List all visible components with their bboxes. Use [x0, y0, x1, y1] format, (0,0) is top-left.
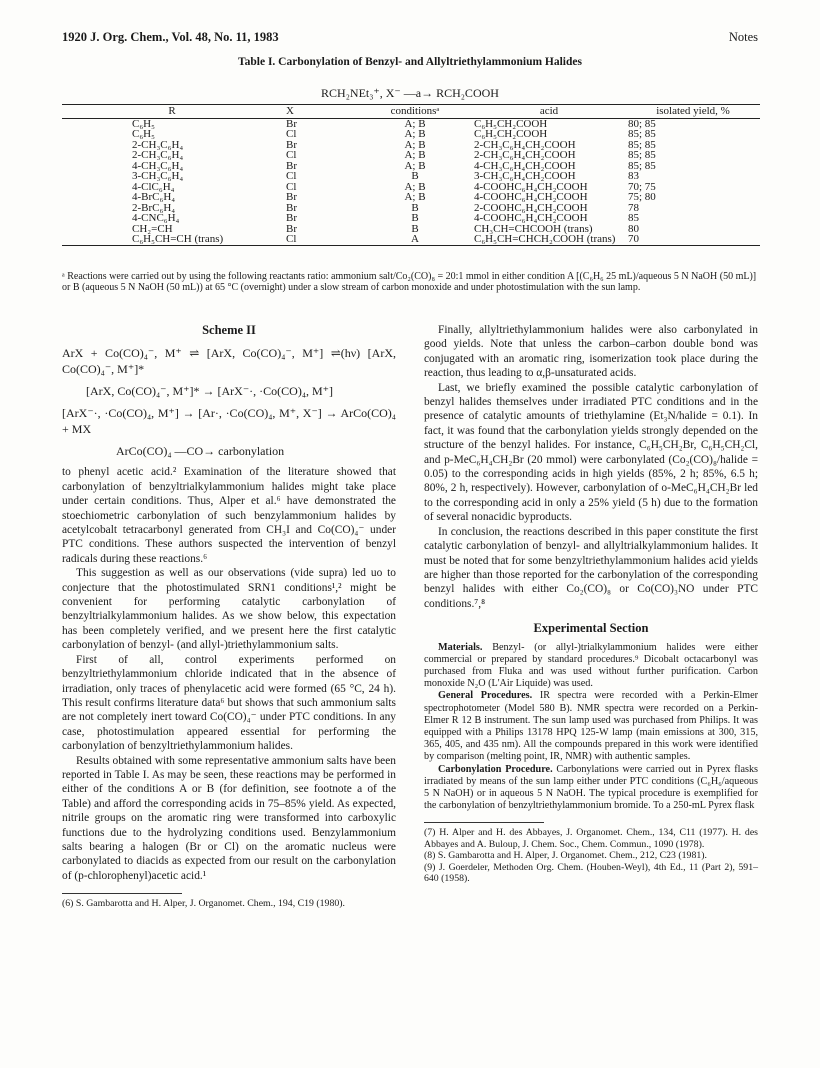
cell-yield: 70 [626, 234, 760, 245]
cell-acid: 3-CH₃C₆H₄CH₂COOH [474, 170, 576, 182]
col-header-x: X [284, 105, 358, 119]
cell-conditions: A; B [404, 117, 426, 130]
footnote-rule [62, 893, 182, 894]
footnote: (9) J. Goerdeler, Methoden Org. Chem. (Houben-Weyl), 4th Ed., 11 (Part 2), 591–640 (1958). [424, 861, 758, 884]
running-header [62, 30, 758, 45]
exp-paragraph [424, 642, 758, 691]
cell-yield: 85 [628, 212, 639, 224]
exp-head: Materials. [438, 641, 483, 653]
cell-acid: 4-CH₃C₆H₄CH₂COOH [474, 159, 576, 172]
cell-r: CH₂=CH [132, 222, 173, 235]
cell-r: 4-BrC₆H₄ [132, 191, 176, 203]
cell-acid: 4-COOHC₆H₄CH₂COOH [474, 191, 588, 203]
table-row [62, 129, 760, 140]
cell-x: Br [286, 222, 297, 235]
table-footnote: ᵃ Reactions were carried out by using the following reactants ratio: ammonium salt/Co₂(CO)₈ = 20:1 mmol in either condition A [(C₆H₆ 25 mL)/aqueous 5 N NaOH (50 mL)] or B (aqueous 5 N NaOH (50 mL)) at 65 °C (overnight) under a slow stream of carbon monoxide and under photostimulation with the sun lamp. [62, 271, 757, 293]
exp-text: Carbonylations were carried out in Pyrex flasks irradiated by means of the sun lamp either under PTC conditions (C₆H₆/aqueous 5 N NaOH) or in aqueous 5 N NaOH. The typical procedure is exemplified for the carbonylation of benzyltriethylammonium bromide. To a 250-mL Pyrex flask [424, 763, 758, 812]
cell-acid: 4-COOHC₆H₄CH₂COOH [474, 212, 588, 224]
table-row [62, 192, 760, 203]
cell-conditions: B [411, 201, 419, 214]
cell-acid: C₆H₅CH₂COOH [474, 117, 548, 130]
exp-text: Benzyl- (or allyl-)trialkylammonium halides were either commercial or prepared by standard procedures.⁹ Dicobalt octacarbonyl was purchased from Fluka and was used without further purification. Carbon monoxide N₂O (L'Air Liquide) was used. [424, 641, 758, 690]
cell-conditions: A; B [404, 180, 426, 193]
paragraph: First of all, control experiments performed on benzyltriethylammonium chloride indicated that in the absence of irradiation, only traces of phenylacetic acid were formed (65 °C, 24 h). This result confirms literature data⁶ but shows that such ammonium salts are not completely inert toward Co(CO)₄⁻ under PTC conditions. In any case, photostimulation appeared essential for performing the carbonylation of benzyltriethylammonium halides. [62, 653, 396, 753]
cell-r: 4-ClC₆H₄ [132, 180, 175, 193]
cell-yield: 85; 85 [628, 138, 656, 151]
cell-conditions: B [411, 222, 419, 235]
right-column [424, 323, 758, 884]
cell-conditions: B [411, 212, 419, 224]
cell-x: Br [286, 117, 297, 130]
cell-acid: 2-CH₃C₆H₄CH₂COOH [474, 149, 576, 161]
header-section: Notes [728, 30, 758, 44]
exp-paragraph [424, 690, 758, 763]
cell-acid: C₆H₅CH₂COOH [474, 128, 548, 140]
cell-acid: 2-COOHC₆H₄CH₂COOH [474, 201, 588, 214]
cell-r: 2-BrC₆H₄ [132, 201, 176, 214]
cell-x: Br [286, 159, 297, 172]
table-row [62, 150, 760, 161]
paragraph: Finally, allyltriethylammonium halides were also carbonylated in good yields. Note that unless the carbon–carbon double bond was conjugated with an aromatic ring, isomerization took place during the reaction, thus leading to α,β-unsaturated acids. [424, 324, 758, 380]
cell-r: C₆H₅ [132, 117, 155, 130]
exp-head: General Procedures. [438, 690, 533, 702]
cell-conditions: A; B [404, 138, 426, 151]
cell-acid: 2-CH₃C₆H₄CH₂COOH [474, 138, 576, 151]
cell-yield: 85; 85 [628, 159, 656, 172]
col-header-acid: acid [472, 105, 626, 119]
col-header-yield: isolated yield, % [626, 105, 760, 119]
cell-conditions: A; B [404, 128, 426, 140]
cell-x: Br [286, 138, 297, 151]
cell-acid: 4-COOHC₆H₄CH₂COOH [474, 180, 588, 193]
cell-conditions: A; B [404, 149, 426, 161]
table-equation: RCH₂NEt₃⁺, X⁻ —a→ RCH₂COOH [321, 86, 499, 100]
scheme-equations [62, 345, 396, 459]
table-title: Table I. Carbonylation of Benzyl- and Allyltriethylammonium Halides [238, 56, 582, 68]
cell-acid: CH₃CH=CHCOOH (trans) [474, 222, 593, 235]
results-table [62, 104, 760, 246]
cell-r: 4-CH₃C₆H₄ [132, 159, 184, 172]
scheme-line: [ArX, Co(CO)₄⁻, M⁺]* → [ArX⁻·, ·Co(CO)₄, M⁺] [86, 384, 334, 399]
section-title: Experimental Section [533, 621, 649, 636]
cell-r: 2-CH₃C₆H₄ [132, 149, 184, 161]
cell-r: C₆H₅ [132, 128, 155, 140]
header-citation: 1920 J. Org. Chem., Vol. 48, No. 11, 1983 [62, 30, 279, 44]
cell-x: Br [286, 191, 297, 203]
paragraph: Last, we briefly examined the possible catalytic carbonylation of benzyl halides themselves under irradiated PTC conditions and in the presence of catalytic amounts of triethylamine (Et₃N/halide = 0.1). In fact, it was found that the carbonylation yields strongly depended on the structure of the benzyl halides. For instance, C₆H₅CH₂Br, C₆H₅CH₂Cl, and p-MeC₆H₄CH₂Br (20 mmol) were carbonylated (Co₂(CO)₈/halide = 0.05) to the corresponding acids in high yields (85%, 2 h; 85%, 6.5 h; 80%, 2 h, respectively). However, carbonylation of o-MeC₆H₄CH₂Br led to the corresponding acid in only a 25% yield (5 h) due to the formation of several nonacidic byproducts. [424, 381, 758, 524]
footnote-rule [424, 822, 544, 823]
scheme-line: [ArX⁻·, ·Co(CO)₄, M⁺] → [Ar·, ·Co(CO)₄, M⁺, X⁻] → ArCo(CO)₄ + MX [62, 406, 396, 437]
cell-acid: C₆H₅CH=CHCH₂COOH (trans) [472, 234, 626, 245]
cell-r: C₆H₅CH=CH (trans) [62, 234, 284, 245]
cell-x: Cl [286, 170, 297, 182]
cell-conditions: A; B [404, 191, 426, 203]
cell-x: Cl [284, 234, 358, 245]
cell-yield: 85; 85 [628, 149, 656, 161]
paragraph: Results obtained with some representative ammonium salts have been reported in Table I. As may be seen, these reactions may be performed in either of the conditions A or B (for definition, see footnote a of the Table) and afford the corresponding acids in 75–85% yield. As expected, nitrile groups on the aromatic ring were transformed into carboxylic functions due to the hydrolyzing conditions used. Benzylammonium salts bearing a halogen (Br or Cl) on the aromatic nucleus were carbonylated to diacids as expected from our result on the carbonylation of (p-chlorophenyl)acetic acid.¹ [62, 754, 396, 882]
scheme-line: ArCo(CO)₄ —CO→ carbonylation [116, 444, 285, 459]
cell-x: Br [286, 212, 297, 224]
paragraph: to phenyl acetic acid.² Examination of the literature showed that carbonylation of benzyltrialkylammonium halides might take place under certain conditions. Thus, Alper et al.⁶ have demonstrated the stoechiometric carbonylation of such benzylammonium halides by acetylcobalt tetracarbonyl generated from CH₃I and Co(CO)₄⁻ under PTC conditions. These authors suspected the intervention of benzyl radicals during these reactions.⁶ [62, 466, 396, 565]
cell-yield: 75; 80 [628, 191, 656, 203]
scheme-title: Scheme II [202, 323, 256, 337]
left-column [62, 323, 396, 910]
cell-conditions: B [411, 170, 419, 182]
table-row [62, 171, 760, 182]
exp-head: Carbonylation Procedure. [438, 763, 553, 775]
footnote: (7) H. Alper and H. des Abbayes, J. Organomet. Chem., 134, C11 (1977). H. des Abbayes and A. Buloup, J. Chem. Soc., Chem. Commun., 1090 (1978). [424, 827, 758, 850]
cell-yield: 85; 85 [628, 128, 656, 140]
cell-yield: 80 [628, 222, 639, 235]
table-row [62, 234, 760, 245]
table-row [62, 213, 760, 224]
col-header-conditions: conditionsᵃ [358, 105, 472, 119]
footnote: (6) S. Gambarotta and H. Alper, J. Organomet. Chem., 194, C19 (1980). [62, 898, 345, 910]
cell-x: Cl [286, 128, 297, 140]
cell-r: 3-CH₃C₆H₄ [132, 170, 184, 182]
paragraph: In conclusion, the reactions described in this paper constitute the first catalytic carbonylation of benzyl- and allyltrialkylammonium halides. It must be noted that for some benzyltriethylammonium halides acid yields are higher than those reported for the carbonylation of the corresponding benzyl halides with either Co₂(CO)₈ or Co(CO)₃NO under PTC conditions.⁷,⁸ [424, 525, 758, 610]
cell-yield: 83 [628, 170, 639, 182]
table-header-row [62, 105, 760, 119]
cell-x: Cl [286, 180, 297, 193]
footnote: (8) S. Gambarotta and H. Alper, J. Organomet. Chem., 212, C23 (1981). [424, 850, 707, 862]
exp-text: IR spectra were recorded with a Perkin-Elmer spectrophotometer (Model 580 B). NMR spectra were recorded on a Perkin-Elmer R 12 B instrument. The sun lamp used was purchased from Philips. It was equipped with a Philips 13178 HPQ 125-W lamp (main emissions at 300, 315, 365, 405, and 435 nm). All the compounds prepared in this work were identified by comparison (melting point, IR, NMR) with authentic samples. [424, 690, 758, 763]
cell-yield: 78 [628, 201, 639, 214]
exp-paragraph [424, 764, 758, 813]
col-header-r: R [62, 105, 284, 119]
cell-x: Br [286, 201, 297, 214]
cell-yield: 70; 75 [628, 180, 656, 193]
cell-conditions: A [358, 234, 472, 245]
scheme-line: ArX + Co(CO)₄⁻, M⁺ ⇌ [ArX, Co(CO)₄⁻, M⁺] ⇌(hν) [ArX, Co(CO)₄⁻, M⁺]* [62, 346, 396, 377]
cell-yield: 80; 85 [628, 117, 656, 130]
cell-conditions: A; B [404, 159, 426, 172]
cell-x: Cl [286, 149, 297, 161]
cell-r: 4-CNC₆H₄ [132, 212, 180, 224]
cell-r: 2-CH₃C₆H₄ [132, 138, 184, 151]
paragraph: This suggestion as well as our observations (vide supra) led uo to conjecture that the photostimulated SRN1 conditions¹,² might be convenient for performing catalytic carbonylation of benzyltrialkylammonium halides. As we show below, this expectation has been completely verified, and we present here the first catalytic carbonylation of benzyl- (and allyl-)triethylammonium salts. [62, 567, 396, 652]
